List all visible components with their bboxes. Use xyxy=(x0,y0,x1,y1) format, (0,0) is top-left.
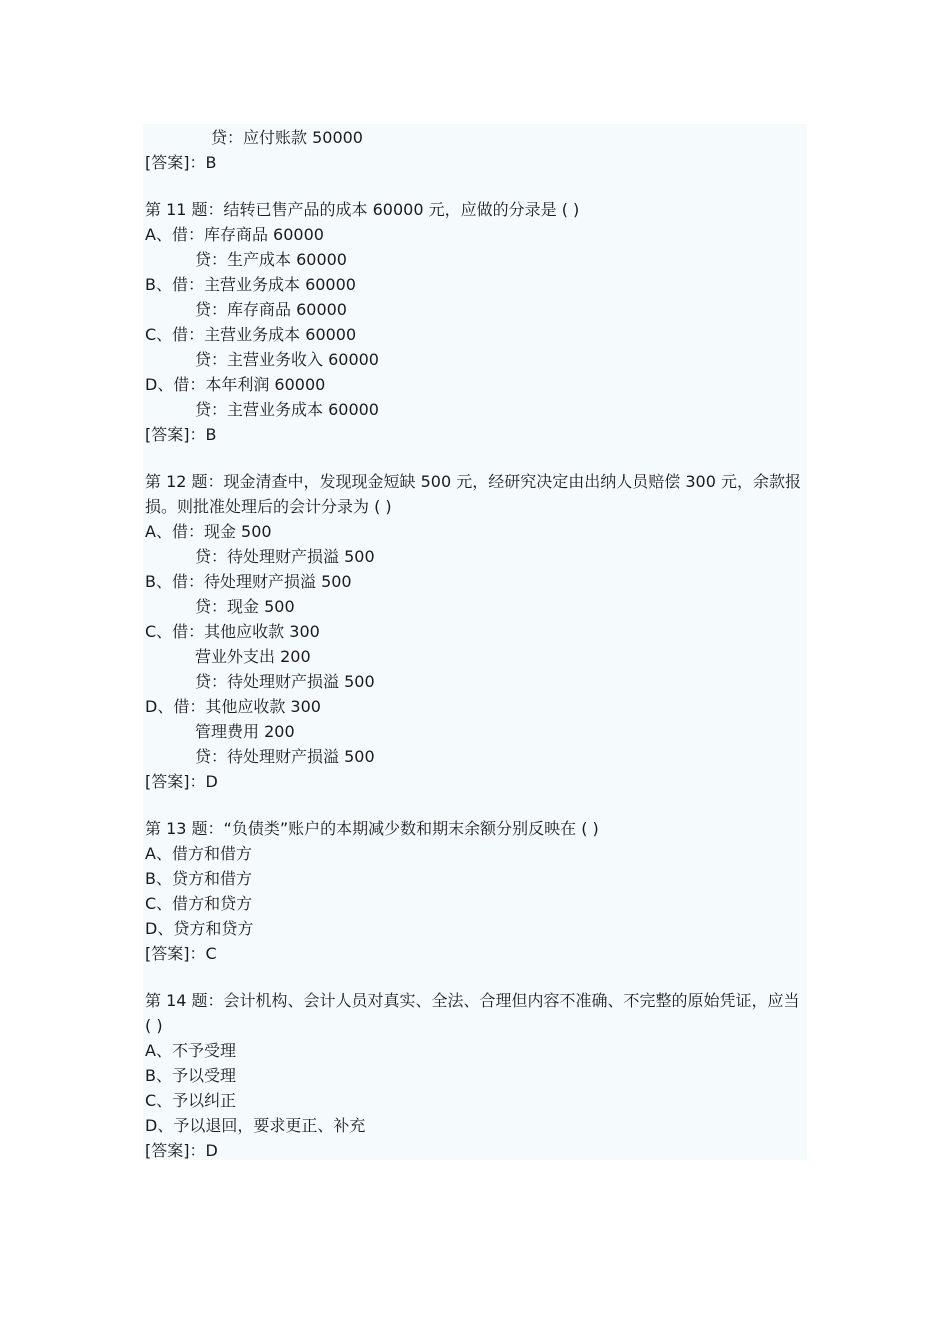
question-block xyxy=(145,469,809,794)
option-line: D、借：其他应收款 300 xyxy=(145,697,321,716)
spacer xyxy=(145,794,809,816)
option-line: D、贷方和贷方 xyxy=(145,919,254,938)
option-line: B、予以受理 xyxy=(145,1066,236,1085)
option-line: A、借方和借方 xyxy=(145,844,252,863)
option-line: C、借：主营业务成本 60000 xyxy=(145,325,357,344)
prev-credit-line: 贷：应付账款 50000 xyxy=(211,128,363,147)
option-line: C、予以纠正 xyxy=(145,1091,237,1110)
option-line: B、借：待处理财产损溢 500 xyxy=(145,572,352,591)
entry-line: 贷：库存商品 60000 xyxy=(195,300,347,319)
option-line: B、借：主营业务成本 60000 xyxy=(145,275,356,294)
entry-line: 管理费用 200 xyxy=(195,722,295,741)
question-block xyxy=(145,816,809,966)
entry-line: 营业外支出 200 xyxy=(195,647,311,666)
entry-line: 贷：待处理财产损溢 500 xyxy=(195,747,375,766)
spacer xyxy=(145,175,809,197)
question-block xyxy=(145,197,809,447)
answer-line: [答案]：D xyxy=(145,1141,218,1160)
option-line: B、贷方和借方 xyxy=(145,869,252,888)
answer-line: [答案]：C xyxy=(145,944,217,963)
option-line: A、不予受理 xyxy=(145,1041,236,1060)
option-line: C、借方和贷方 xyxy=(145,894,253,913)
question-block xyxy=(145,988,809,1163)
document-body xyxy=(145,125,809,1163)
question-title: 第 11 题：结转已售产品的成本 60000 元，应做的分录是 ( ) xyxy=(145,200,580,219)
prev-answer: [答案]：B xyxy=(145,153,217,172)
question-title: 第 12 题：现金清查中，发现现金短缺 500 元，经研究决定由出纳人员赔偿 300 元，余款报损。则批准处理后的会计分录为 ( ) xyxy=(145,472,801,516)
entry-line: 贷：待处理财产损溢 500 xyxy=(195,547,375,566)
option-line: C、借：其他应收款 300 xyxy=(145,622,320,641)
spacer xyxy=(145,447,809,469)
option-line: D、予以退回，要求更正、补充 xyxy=(145,1116,366,1135)
option-line: A、借：现金 500 xyxy=(145,522,272,541)
question-title: 第 13 题：“负债类”账户的本期减少数和期末余额分别反映在 ( ) xyxy=(145,819,599,838)
entry-line: 贷：主营业务成本 60000 xyxy=(195,400,379,419)
entry-line: 贷：待处理财产损溢 500 xyxy=(195,672,375,691)
option-line: D、借：本年利润 60000 xyxy=(145,375,326,394)
entry-line: 贷：现金 500 xyxy=(195,597,295,616)
entry-line: 贷：生产成本 60000 xyxy=(195,250,347,269)
answer-line: [答案]：D xyxy=(145,772,218,791)
answer-line: [答案]：B xyxy=(145,425,217,444)
question-list xyxy=(145,197,809,1163)
spacer xyxy=(145,966,809,988)
entry-line: 贷：主营业务收入 60000 xyxy=(195,350,379,369)
question-title: 第 14 题：会计机构、会计人员对真实、全法、合理但内容不准确、不完整的原始凭证，应当 ( ) xyxy=(145,991,800,1035)
option-line: A、借：库存商品 60000 xyxy=(145,225,324,244)
